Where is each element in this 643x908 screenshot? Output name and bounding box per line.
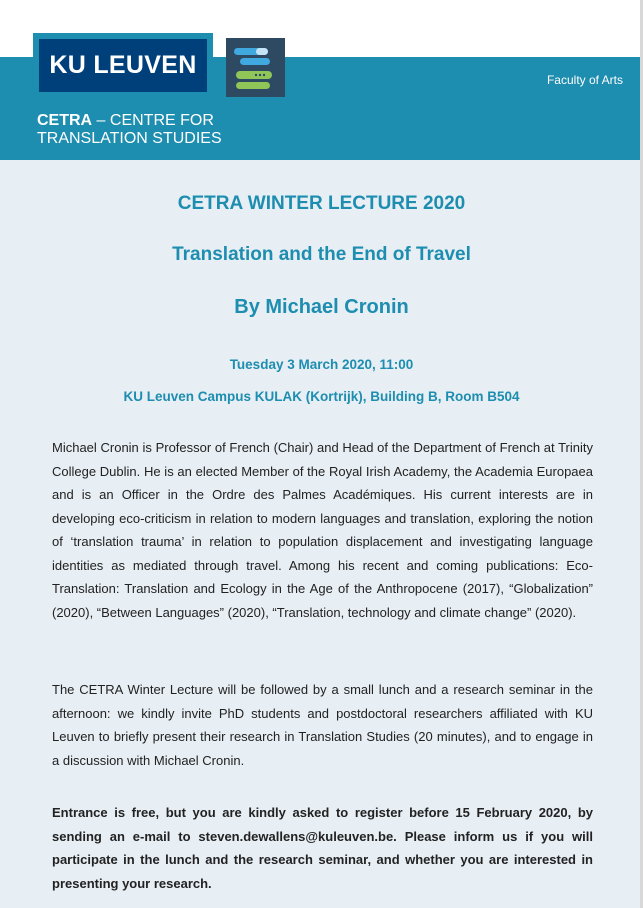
centre-name-line1 (37, 112, 222, 130)
event-location: KU Leuven Campus KULAK (Kortrijk), Building B, Room B504 (123, 389, 520, 404)
event-datetime: Tuesday 3 March 2020, 11:00 (229, 357, 414, 372)
event-series: CETRA WINTER LECTURE 2020 (177, 193, 466, 214)
faculty-label: Faculty of Arts (546, 73, 623, 87)
speaker-bio: Michael Cronin is Professor of French (Chair) and Head of the Department of French at Trinity College Dublin. He is an elected Member of the Royal Irish Academy, the Academia Europaea and is an Officer in the Ordre des Palmes Académiques. His current interests are in developing eco-criticism in relation to modern languages and translation, exploring the notion of ‘translation trauma’ in relation to population displacement and investigating language identities as mediated through travel. Among his recent and coming publications: Eco-Translation: Translation and Ecology in the Age of the Anthropocene (2017), “Globalization” (2020), “Between Languages” (2020), “Translation, technology and climate change” (2020). (52, 440, 593, 620)
speaker: By Michael Cronin (234, 296, 409, 318)
ku-leuven-logo[interactable] (33, 33, 213, 98)
centre-name-line2: TRANSLATION STUDIES (37, 130, 222, 147)
page-header (0, 0, 643, 160)
centre-name (37, 112, 222, 148)
registration-info: Entrance is free, but you are kindly asked to register before 15 February 2020, by sending an e-mail to steven.dewallens@kuleuven.be. Please inform us if you will participate in the lunch and the research seminar, and whether you are interested in presenting your research. (52, 805, 593, 891)
cetra-books-icon (226, 38, 285, 97)
centre-acronym: CETRA (37, 112, 93, 129)
centre-name-line1-rest: – CENTRE FOR (92, 112, 214, 129)
seminar-info: The CETRA Winter Lecture will be followed by a small lunch and a research seminar in the afternoon: we kindly invite PhD students and postdoctoral researchers affiliated with KU Leuven to briefly present their research in Translation Studies (20 minutes), and to engage in a discussion with Michael Cronin. (52, 682, 593, 768)
logo-text: KU LEUVEN (39, 39, 207, 92)
lecture-title: Translation and the End of Travel (172, 244, 471, 265)
